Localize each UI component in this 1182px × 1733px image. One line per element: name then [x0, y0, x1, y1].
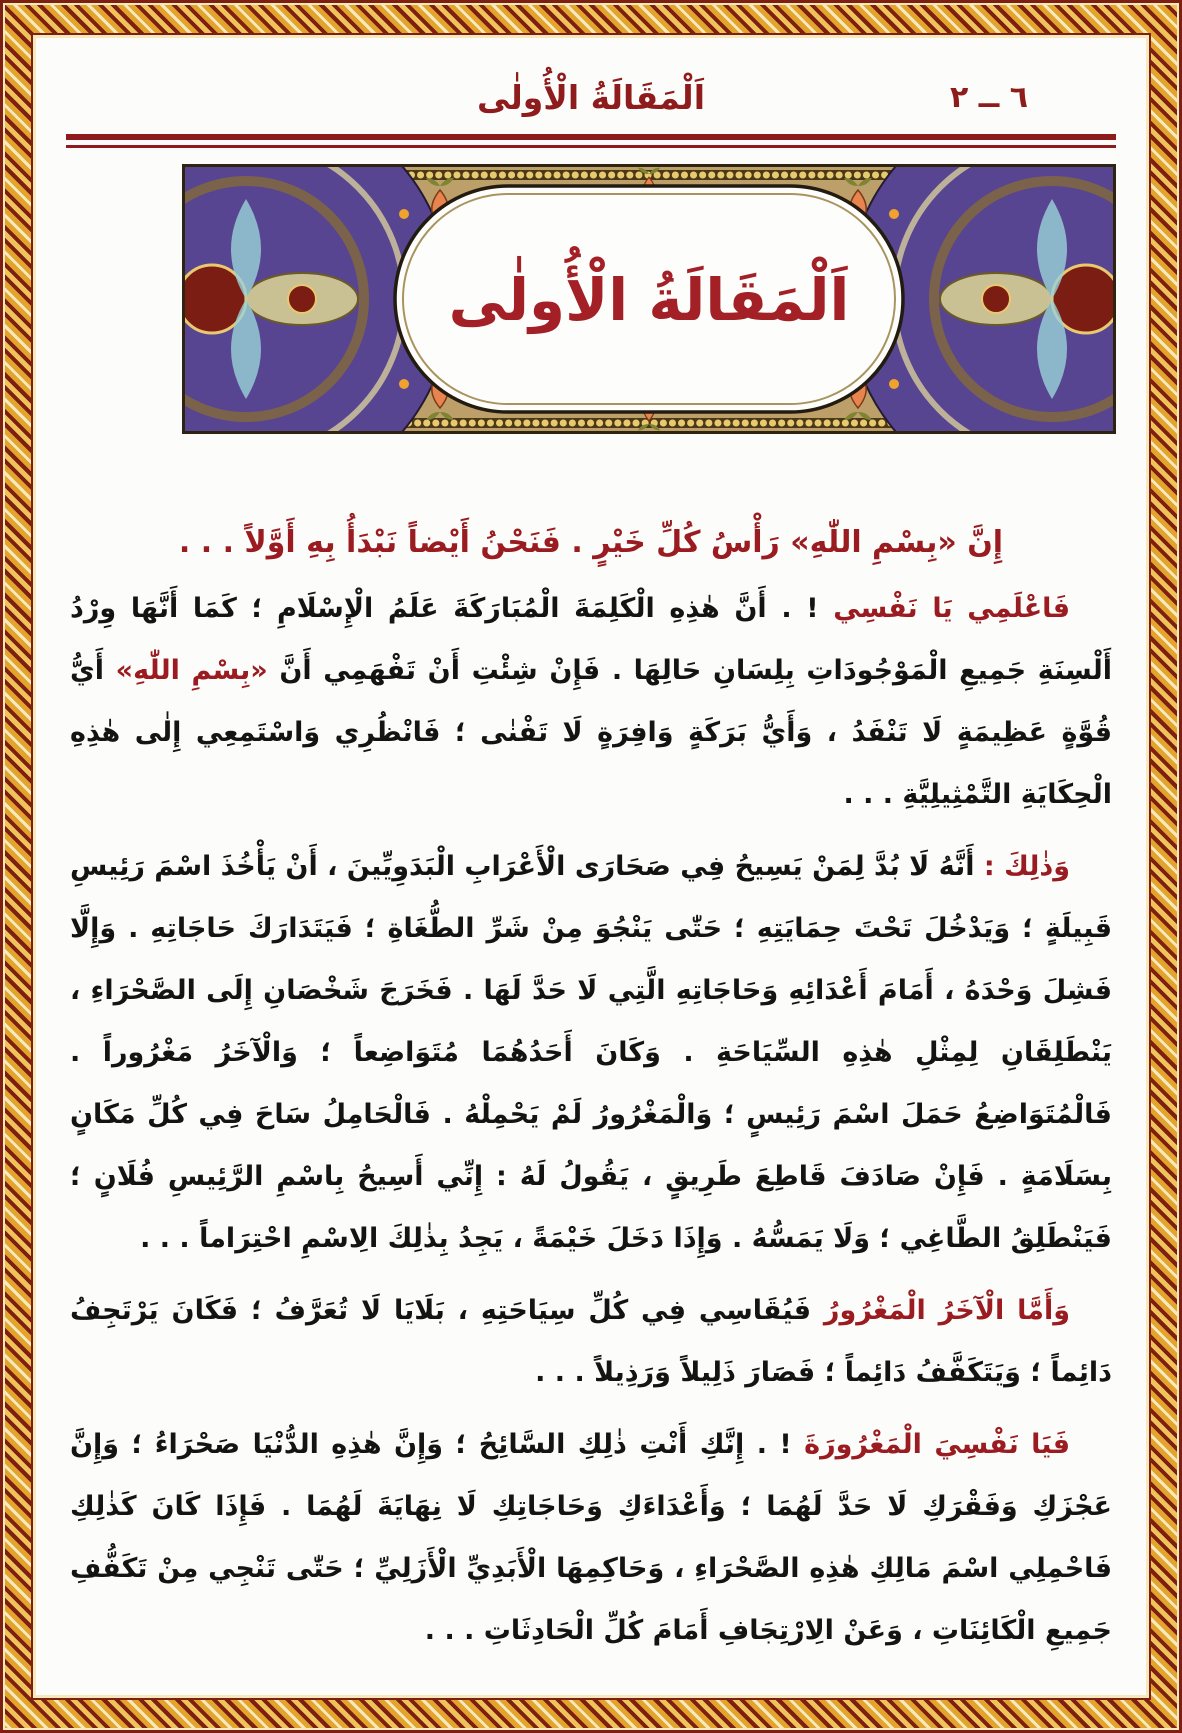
- paragraph-3: [70, 1280, 1112, 1404]
- paragraph-1-rest: أَيُّ قُوَّةٍ عَظِيمَةٍ لَا تَنْفَدُ ، وَأَيُّ بَرَكَةٍ وَافِرَةٍ لَا تَفْنٰى ؛ فَانْظُرِي وَاسْتَمِعِي إِلٰى هٰذِهِ الْحِكَايَةِ التَّمْثِيلِيَّةِ . . .: [70, 655, 1112, 810]
- ornament-illustration: [182, 164, 1116, 434]
- paragraph-4: [70, 1414, 1112, 1662]
- paragraph-1-lead: فَاعْلَمِي يَا نَفْسِي: [833, 593, 1070, 624]
- page-header: [66, 72, 1116, 148]
- ornamental-banner: [66, 164, 1116, 438]
- paragraph-2-lead: وَذٰلِكَ :: [983, 851, 1070, 882]
- paragraph-4-text: ! . إِنَّكِ أَنْتِ ذٰلِكِ السَّائِحُ ؛ وَإِنَّ هٰذِهِ الدُّنْيَا صَحْرَاءُ ؛ وَإِنَّ عَجْزَكِ وَفَقْرَكِ لَا حَدَّ لَهُمَا ؛ وَأَعْدَاءَكِ وَحَاجَاتِكِ لَا نِهَايَةَ لَهُمَا . فَإِذَا كَانَ كَذٰلِكِ فَاحْمِلِي اسْمَ مَالِكِ هٰذِهِ الصَّحْرَاءِ ، وَحَاكِمِهَا الْأَبَدِيِّ الْأَزَلِيِّ ؛ حَتّٰى تَنْجِي مِنْ تَكَفُّفِ جَمِيعِ الْكَائِنَاتِ ، وَعَنْ الِارْتِجَافِ أَمَامَ كُلِّ الْحَادِثَاتِ . . .: [70, 1429, 1112, 1646]
- paragraph-1-text: ! . أَنَّ هٰذِهِ الْكَلِمَةَ الْمُبَارَكَةَ عَلَمُ الْإِسْلَامِ ؛ كَمَا أَنَّهَا وِرْدُ أَلْسِنَةِ جَمِيعِ الْمَوْجُودَاتِ بِلِسَانِ حَالِهَا . فَإِنْ شِئْتِ أَنْ تَفْهَمِي أَنَّ: [70, 593, 1112, 686]
- body-text: [66, 512, 1116, 1662]
- page-title: اَلْمَقَالَةُ الْأُولٰى: [476, 78, 706, 117]
- banner-title: اَلْمَقَالَةُ الْأُولٰى: [448, 266, 850, 334]
- paragraph-1: [70, 578, 1112, 826]
- intro-line: إِنَّ «بِسْمِ اللّٰهِ» رَأْسُ كُلِّ خَيْرٍ . فَنَحْنُ أَيْضاً نَبْدَأُ بِهِ أَوَّلاً . . .: [178, 525, 1004, 560]
- paragraph-2-text: أَنَّهُ لَا بُدَّ لِمَنْ يَسِيحُ فِي صَحَارَى الْأَعْرَابِ الْبَدَوِيِّينَ ، أَنْ يَأْخُذَ اسْمَ رَئِيسِ قَبِيلَةٍ ؛ وَيَدْخُلَ تَحْتَ حِمَايَتِهِ ؛ حَتّٰى يَنْجُوَ مِنْ شَرِّ الطُّغَاةِ ؛ فَيَتَدَارَكَ حَاجَاتِهِ . وَإِلَّا فَشِلَ وَحْدَهُ ، أَمَامَ أَعْدَائِهِ وَحَاجَاتِهِ الَّتِي لَا حَدَّ لَهَا . فَخَرَجَ شَخْصَانِ إِلَى الصَّحْرَاءِ ، يَنْطَلِقَانِ لِمِثْلِ هٰذِهِ السِّيَاحَةِ . وَكَانَ أَحَدُهُمَا مُتَوَاضِعاً ؛ وَالْآخَرُ مَغْرُوراً . فَالْمُتَوَاضِعُ حَمَلَ اسْمَ رَئِيسٍ ؛ وَالْمَغْرُورُ لَمْ يَحْمِلْهُ . فَالْحَامِلُ سَاحَ فِي كُلِّ مَكَانٍ بِسَلَامَةٍ . فَإِنْ صَادَفَ قَاطِعَ طَرِيقٍ ، يَقُولُ لَهُ : إِنِّي أَسِيحُ بِاسْمِ الرَّئِيسِ فُلَانٍ ؛ فَيَنْطَلِقُ الطَّاغِي ؛ وَلَا يَمَسُّهُ . وَإِذَا دَخَلَ خَيْمَةً ، يَجِدُ بِذٰلِكَ الِاسْمِ احْتِرَاماً . . .: [70, 851, 1112, 1254]
- paragraph-2: [70, 836, 1112, 1270]
- paragraph-3-text: فَيُقَاسِي فِي كُلِّ سِيَاحَتِهِ ، بَلَايَا لَا تُعَرَّفُ ؛ فَكَانَ يَرْتَجِفُ دَائِماً ؛ وَيَتَكَفَّفُ دَائِماً ؛ فَصَارَ ذَلِيلاً وَرَذِيلاً . . .: [70, 1295, 1112, 1388]
- paragraph-4-lead: فَيَا نَفْسِيَ الْمَغْرُورَةَ: [804, 1429, 1070, 1460]
- paragraph-1-basmala: «بِسْمِ اللّٰهِ»: [115, 655, 268, 686]
- header-rule: [66, 134, 1116, 148]
- page-number: ٦ ــ ٢: [949, 80, 1028, 115]
- paragraph-3-lead: وَأَمَّا الْآخَرُ الْمَغْرُورُ: [823, 1295, 1071, 1326]
- page: [36, 38, 1146, 1695]
